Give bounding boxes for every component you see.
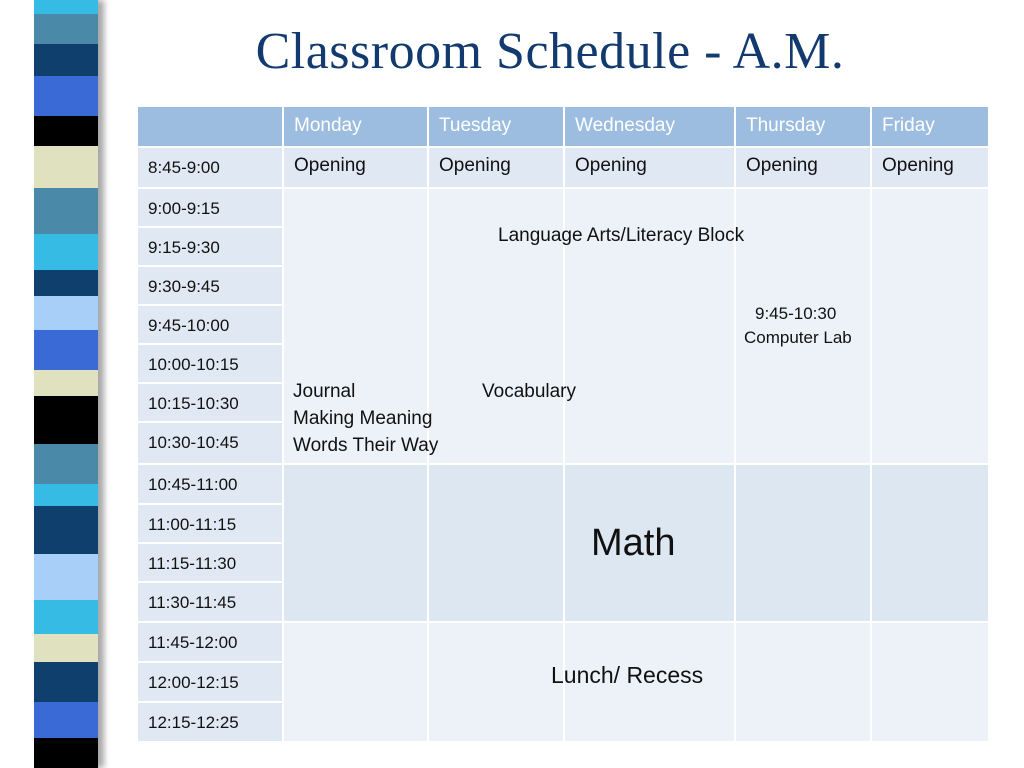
stripe	[34, 600, 98, 634]
opening-cell: Opening	[283, 147, 428, 188]
stripe	[34, 116, 98, 146]
time-cell: 9:30-9:45	[137, 266, 283, 305]
math-block-cell	[735, 464, 871, 622]
lunch-recess-label: Lunch/ Recess	[551, 662, 704, 688]
stripe	[34, 234, 98, 270]
stripe	[34, 396, 98, 444]
stripe	[34, 0, 98, 14]
time-cell: 9:45-10:00	[137, 305, 283, 344]
header-thursday: Thursday	[735, 106, 871, 147]
decorative-stripe-bar	[34, 0, 98, 768]
stripe	[34, 554, 98, 600]
stripe	[34, 188, 98, 234]
time-cell: 10:15-10:30	[137, 383, 283, 422]
stripe	[34, 270, 98, 296]
time-cell: 10:45-11:00	[137, 464, 283, 504]
computer-lab-label: Computer Lab	[744, 328, 852, 347]
computer-lab-time-label: 9:45-10:30	[755, 304, 837, 323]
stripe	[34, 370, 98, 396]
time-cell: 11:15-11:30	[137, 543, 283, 582]
time-cell: 10:00-10:15	[137, 344, 283, 383]
stripe	[34, 146, 98, 188]
opening-cell: Opening	[735, 147, 871, 188]
time-cell: 11:30-11:45	[137, 582, 283, 622]
lunch-block-cell	[283, 622, 428, 742]
lunch-block-cell	[871, 622, 989, 742]
header-corner-cell	[137, 106, 283, 147]
stripe	[34, 330, 98, 370]
header-wednesday: Wednesday	[564, 106, 735, 147]
stripe	[34, 738, 98, 768]
page-title: Classroom Schedule - A.M.	[255, 23, 845, 80]
time-cell: 11:00-11:15	[137, 504, 283, 543]
stripe	[34, 506, 98, 554]
stripe	[34, 662, 98, 702]
stripe	[34, 444, 98, 484]
words-their-way-label: Words Their Way	[293, 435, 439, 456]
opening-cell: Opening	[871, 147, 989, 188]
header-monday: Monday	[283, 106, 428, 147]
stripe	[34, 634, 98, 662]
making-meaning-label: Making Meaning	[293, 408, 433, 429]
math-block-cell	[871, 464, 989, 622]
math-label: Math	[591, 522, 676, 564]
time-cell: 9:00-9:15	[137, 188, 283, 227]
stripe	[34, 702, 98, 738]
header-friday: Friday	[871, 106, 989, 147]
opening-cell: Opening	[564, 147, 735, 188]
opening-cell: Opening	[428, 147, 564, 188]
literacy-block-cell	[871, 188, 989, 464]
time-cell: 8:45-9:00	[137, 147, 283, 188]
math-block-cell	[283, 464, 428, 622]
time-cell: 9:15-9:30	[137, 227, 283, 266]
vocabulary-label: Vocabulary	[482, 381, 577, 402]
stripe	[34, 76, 98, 116]
stripe	[34, 296, 98, 330]
time-cell: 11:45-12:00	[137, 622, 283, 662]
header-tuesday: Tuesday	[428, 106, 564, 147]
lunch-block-cell	[428, 622, 564, 742]
literacy-block-label: Language Arts/Literacy Block	[498, 225, 745, 246]
journal-label: Journal	[293, 381, 356, 402]
stripe	[34, 484, 98, 506]
lunch-block-cell	[735, 622, 871, 742]
schedule-table	[137, 106, 989, 742]
math-block-cell	[428, 464, 564, 622]
time-cell: 12:00-12:15	[137, 662, 283, 702]
time-cell: 10:30-10:45	[137, 422, 283, 464]
time-cell: 12:15-12:25	[137, 702, 283, 742]
